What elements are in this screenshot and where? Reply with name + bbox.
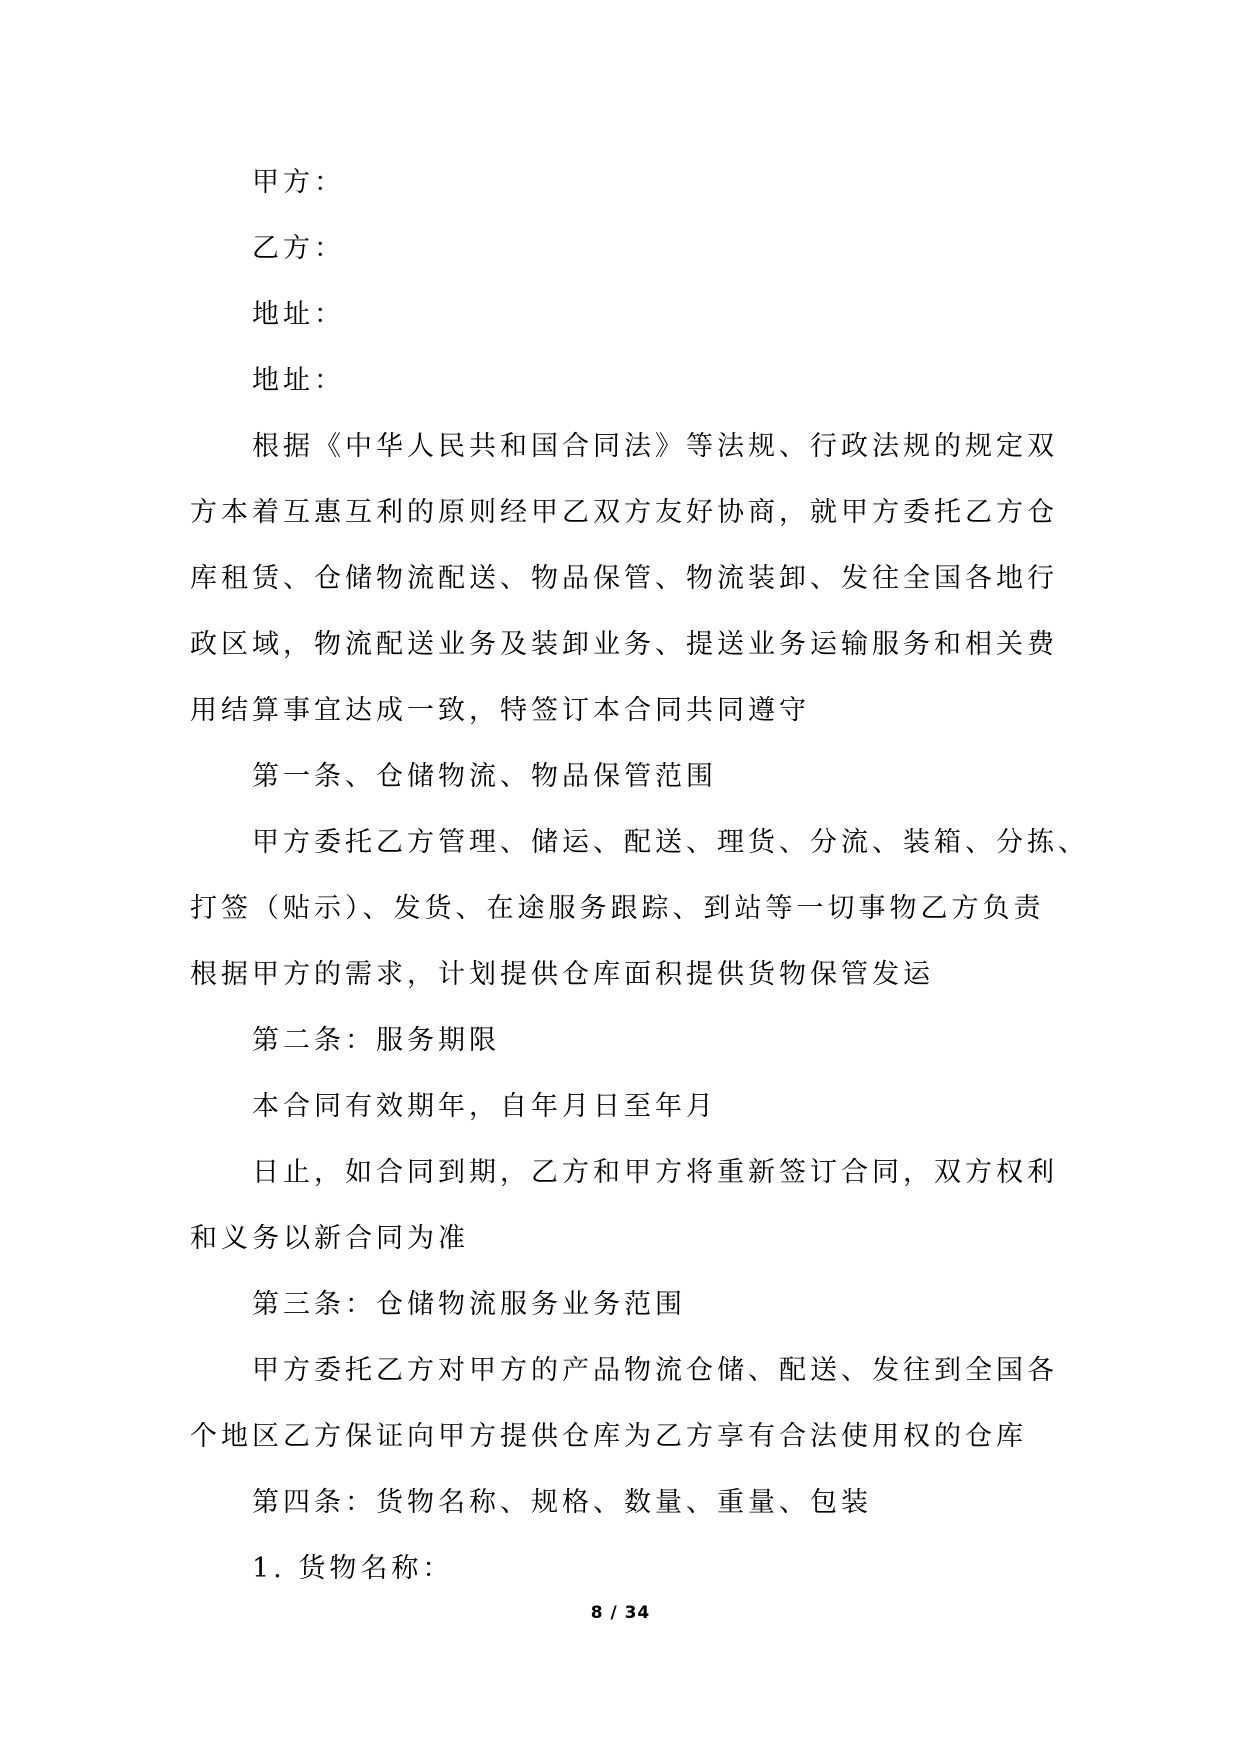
text-line: 用结算事宜达成一致，特签订本合同共同遵守 <box>190 695 810 726</box>
text-line: 个地区乙方保证向甲方提供仓库为乙方享有合法使用权的仓库 <box>190 1421 1027 1452</box>
text-line: 第四条：货物名称、规格、数量、重量、包装 <box>252 1487 872 1518</box>
text-line: 地址： <box>252 299 345 330</box>
text-line: 第三条：仓储物流服务业务范围 <box>252 1289 686 1320</box>
text-line: 本合同有效期年，自年月日至年月 <box>252 1091 717 1122</box>
text-line: 和义务以新合同为准 <box>190 1223 469 1254</box>
text-line: 方本着互惠互利的原则经甲乙双方友好协商，就甲方委托乙方仓 <box>190 497 1058 528</box>
text-line: 政区域，物流配送业务及装卸业务、提送业务运输服务和相关费 <box>190 629 1058 660</box>
text-line: 地址： <box>252 365 345 396</box>
text-line: 甲方委托乙方管理、储运、配送、理货、分流、装箱、分拣、 <box>252 827 1089 858</box>
text-line: 甲方委托乙方对甲方的产品物流仓储、配送、发往到全国各 <box>252 1355 1058 1386</box>
text-line: 打签（贴示）、发货、在途服务跟踪、到站等一切事物乙方负责 <box>190 893 1045 924</box>
text-line: 第二条：服务期限 <box>252 1025 500 1056</box>
text-line: 乙方： <box>252 233 345 264</box>
text-line: 1. 货物名称： <box>252 1553 454 1584</box>
text-line: 日止，如合同到期，乙方和甲方将重新签订合同，双方权利 <box>252 1157 1058 1188</box>
text-line: 第一条、仓储物流、物品保管范围 <box>252 761 717 792</box>
document-body <box>190 150 1089 1602</box>
text-line: 根据《中华人民共和国合同法》等法规、行政法规的规定双 <box>252 431 1058 462</box>
text-line: 根据甲方的需求，计划提供仓库面积提供货物保管发运 <box>190 959 934 990</box>
text-line: 库租赁、仓储物流配送、物品保管、物流装卸、发往全国各地行 <box>190 563 1058 594</box>
text-line: 甲方： <box>252 167 345 198</box>
page-number: 8 / 34 <box>590 1603 651 1623</box>
